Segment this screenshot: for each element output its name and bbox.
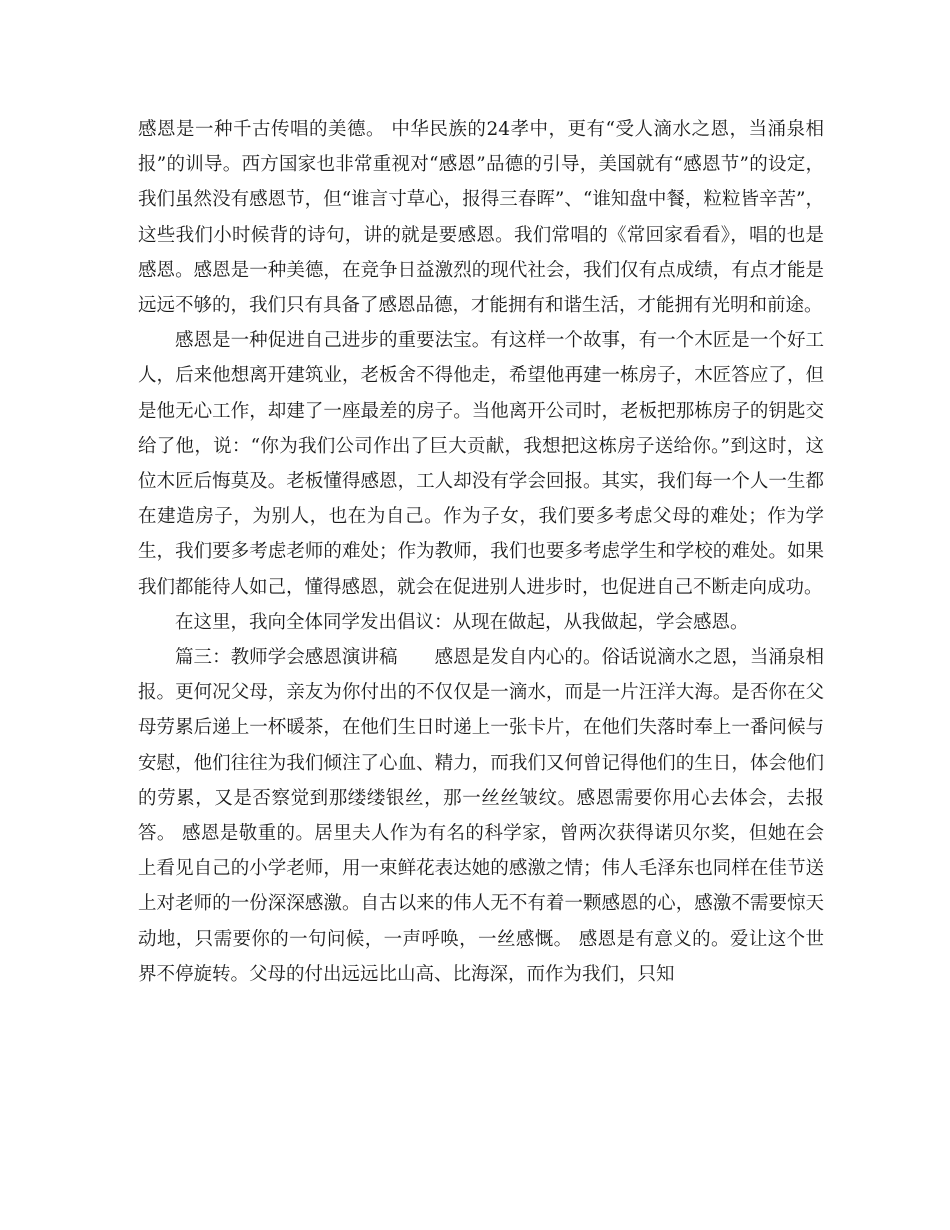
paragraph-gratitude-virtue: 感恩是一种千古传唱的美德。 中华民族的24孝中，更有“受人滴水之恩，当涌泉相报”的训导。西方国家也非常重视对“感恩”品德的引导，美国就有“感恩节”的设定，我们虽然没有感恩节，但“谁言寸草心，报得三春晖”、“谁知盘中餐，粒粒皆辛苦”，这些我们小时候背的诗句，讲的就是要感恩。我们常唱的《常回家看看》，唱的也是感恩。感恩是一种美德，在竞争日益激烈的现代社会，我们仅有点成绩，有点才能是远远不够的，我们只有具备了感恩品德，才能拥有和谐生活，才能拥有光明和前途。 xyxy=(138,119,824,317)
document-body xyxy=(138,112,824,992)
paragraph-proposal: 在这里，我向全体同学发出倡议：从现在做起，从我做起，学会感恩。 xyxy=(175,611,749,633)
paragraph-part-three: 篇三：教师学会感恩演讲稿 感恩是发自内心的。俗话说滴水之恩，当涌泉相报。更何况父母，亲友为你付出的不仅仅是一滴水，而是一片汪洋大海。是否你在父母劳累后递上一杯暖茶，在他们生日时递上一张卡片，在他们失落时奉上一番问候与安慰，他们往往为我们倾注了心血、精力，而我们又何曾记得他们的生日，体会他们的劳累，又是否察觉到那缕缕银丝，那一丝丝皱纹。感恩需要你用心去体会，去报答。 感恩是敬重的。居里夫人作为有名的科学家，曾两次获得诺贝尔奖，但她在会上看见自己的小学老师，用一束鲜花表达她的感激之情；伟人毛泽东也同样在佳节送上对老师的一份深深感激。自古以来的伟人无不有着一颗感恩的心，感激不需要惊天动地，只需要你的一句问候，一声呼唤，一丝感慨。 感恩是有意义的。爱让这个世界不停旋转。父母的付出远远比山高、比海深，而作为我们，只知 xyxy=(138,647,824,985)
paragraph-carpenter-story: 感恩是一种促进自己进步的重要法宝。有这样一个故事，有一个木匠是一个好工人，后来他想离开建筑业，老板舍不得他走，希望他再建一栋房子，木匠答应了，但是他无心工作，却建了一座最差的房子。当他离开公司时，老板把那栋房子的钥匙交给了他，说：“你为我们公司作出了巨大贡献，我想把这栋房子送给你。”到这时，这位木匠后悔莫及。老板懂得感恩，工人却没有学会回报。其实，我们每一个人一生都在建造房子，为别人，也在为自己。作为子女，我们要多考虑父母的难处；作为学生，我们要多考虑老师的难处；作为教师，我们也要多考虑学生和学校的难处。如果我们都能待人如己，懂得感恩，就会在促进别人进步时，也促进自己不断走向成功。 xyxy=(138,330,824,598)
